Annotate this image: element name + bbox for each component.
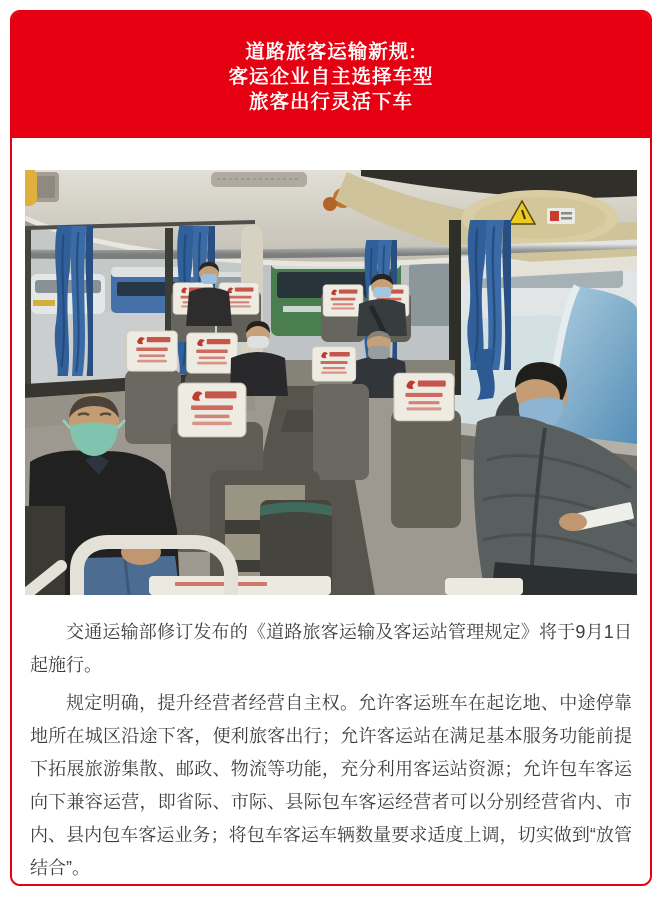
headline-line-2: 客运企业自主选择车型 — [228, 66, 434, 88]
headline-banner — [12, 12, 650, 138]
article-body — [30, 616, 632, 885]
headline-line-1: 道路旅客运输新规: — [245, 41, 417, 63]
bus-interior-illustration — [25, 170, 637, 595]
article-photo — [25, 170, 637, 595]
paragraph-2: 规定明确，提升经营者经营自主权。允许客运班车在起讫地、中途停靠地所在城区沿途下客，便利旅客出行；允许客运站在满足基本服务功能前提下拓展旅游集散、邮政、物流等功能，充分利用客运站资源；允许包车客运向下兼容运营，即省际、市际、县际包车客运经营者可以分别经营省内、市内、县内包车客运业务；将包车客运车辆数量要求适度上调，切实做到“放管结合”。 — [30, 693, 632, 878]
article-card — [10, 10, 652, 886]
headline-line-3: 旅客出行灵活下车 — [248, 91, 413, 113]
paragraph-1: 交通运输部修订发布的《道路旅客运输及客运站管理规定》将于9月1日起施行。 — [30, 622, 632, 675]
